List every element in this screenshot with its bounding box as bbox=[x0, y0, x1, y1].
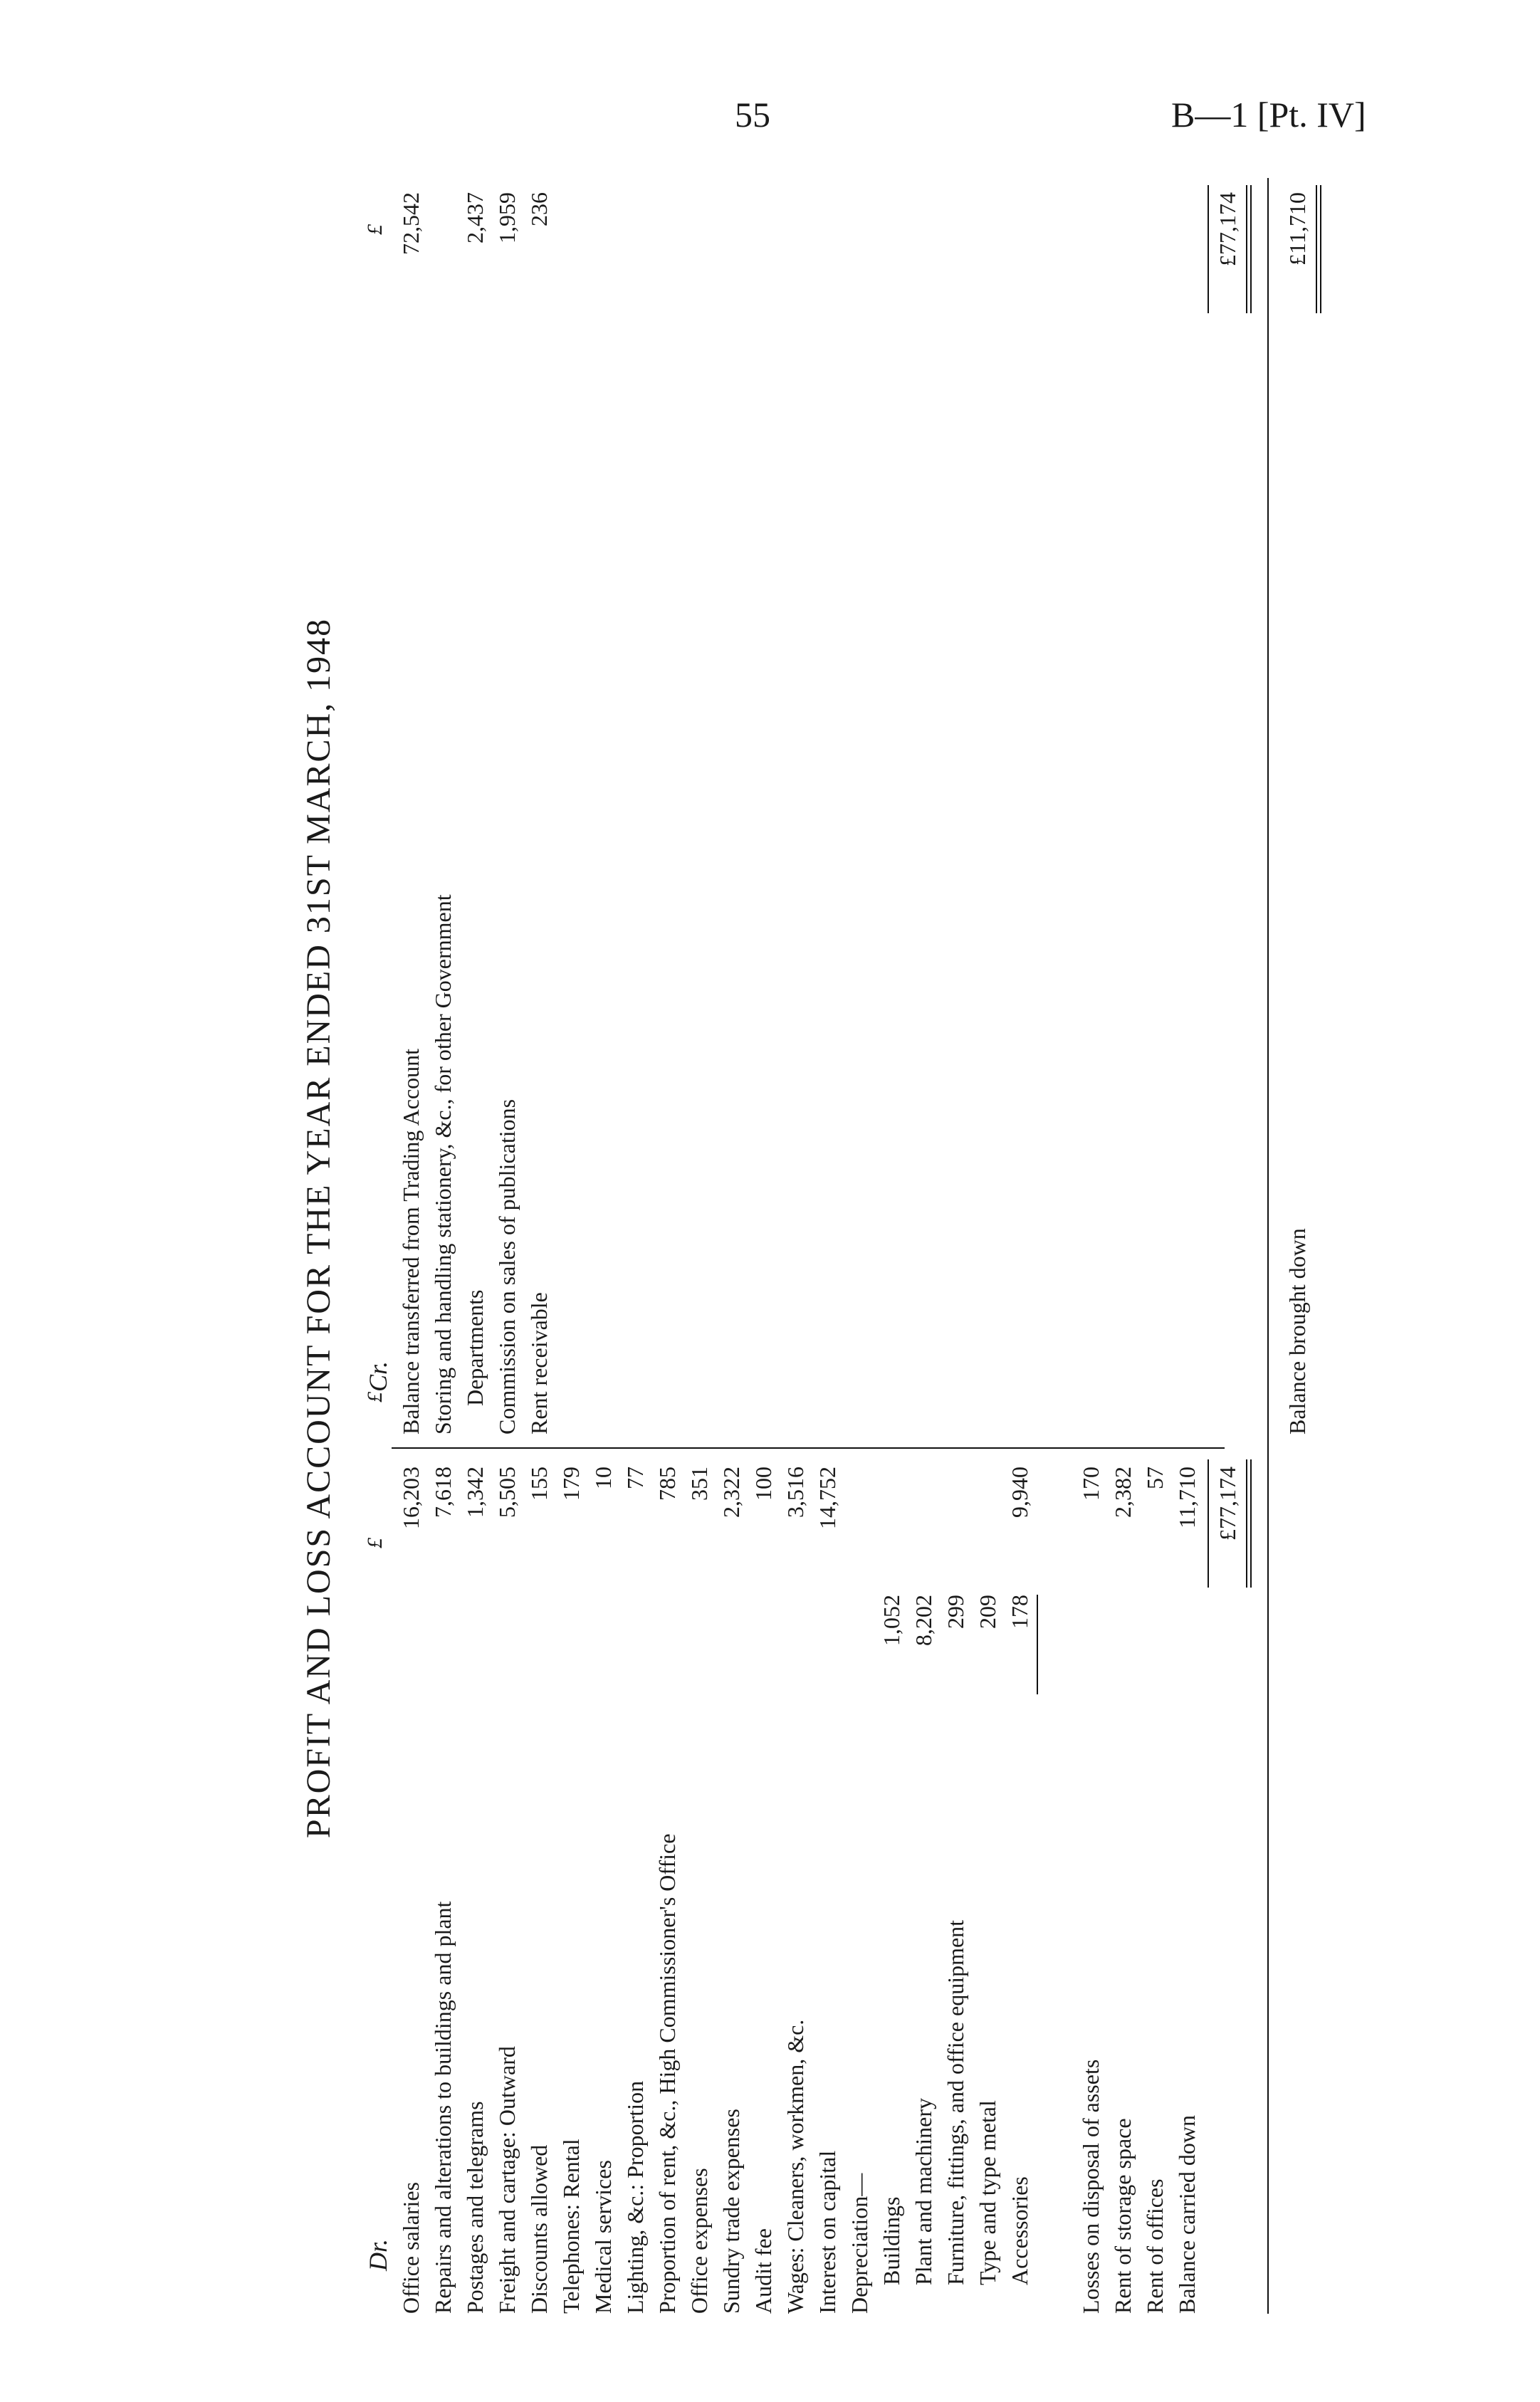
debit-row-amount: 14,752 bbox=[814, 1467, 840, 1529]
debit-row-label: Sundry trade expenses bbox=[718, 2109, 744, 2314]
debit-row-label: Losses on disposal of assets bbox=[1078, 2059, 1104, 2314]
depreciation-row-label: Buildings bbox=[879, 2196, 904, 2285]
balance-brought-down-label: Balance brought down bbox=[1284, 1228, 1310, 1435]
depreciation-total: 9,940 bbox=[1007, 1467, 1032, 1518]
section-separator bbox=[1267, 178, 1269, 2314]
debit-grand-total: £77,174 bbox=[1215, 1467, 1240, 1541]
debit-heading: Dr. bbox=[364, 2238, 392, 2271]
balance-brought-down-row bbox=[1282, 178, 1314, 2314]
debit-row-amount: 77 bbox=[622, 1467, 648, 1489]
depreciation-row-amount: 1,052 bbox=[879, 1595, 904, 1646]
debit-row-label: Repairs and alterations to buildings and plant bbox=[430, 1901, 456, 2314]
debit-row-amount: 10 bbox=[590, 1467, 616, 1489]
debit-row-amount: 179 bbox=[558, 1467, 584, 1501]
credit-grand-total: £77,174 bbox=[1215, 192, 1240, 266]
depreciation-row-label: Furniture, fittings, and office equipment bbox=[943, 1919, 968, 2285]
debit-row bbox=[683, 1452, 716, 2314]
credit-currency: £ bbox=[363, 224, 387, 235]
balance-rule-1 bbox=[1316, 185, 1317, 313]
balance-rule-2 bbox=[1320, 185, 1321, 313]
debit-row-label: Postages and telegrams bbox=[462, 2101, 488, 2314]
debit-total-rule-bottom-1 bbox=[1246, 1459, 1247, 1588]
debit-row bbox=[1075, 1452, 1107, 2314]
debit-row-label: Wages: Cleaners, workmen, &c. bbox=[782, 2019, 808, 2314]
debit-row bbox=[1139, 1452, 1171, 2314]
debit-row-label: Medical services bbox=[590, 2160, 616, 2314]
credit-total-rule-top bbox=[1208, 185, 1209, 313]
balance-brought-down-amount: £11,710 bbox=[1284, 192, 1310, 266]
debit-row-label: Balance carried down bbox=[1174, 2115, 1200, 2314]
debit-row-amount: 57 bbox=[1142, 1467, 1168, 1489]
debit-row-label: Freight and cartage: Outward bbox=[494, 2046, 520, 2314]
credit-row-label: Commission on sales of publications bbox=[494, 1098, 520, 1435]
credit-row-label: Storing and handling stationery, &c., for other Government bbox=[430, 894, 456, 1435]
credit-row bbox=[427, 178, 459, 2314]
debit-row-amount: 100 bbox=[750, 1467, 776, 1501]
credit-row bbox=[491, 178, 523, 2314]
depreciation-row bbox=[940, 1452, 972, 2314]
debit-row bbox=[748, 1452, 780, 2314]
credit-row bbox=[523, 178, 555, 2314]
debit-row-label: Discounts allowed bbox=[526, 2144, 552, 2314]
debit-total-rule-bottom-2 bbox=[1250, 1459, 1252, 1588]
debit-row-amount: 351 bbox=[686, 1467, 712, 1501]
depreciation-row bbox=[908, 1452, 940, 2314]
debit-currency-outer: £ bbox=[363, 1392, 387, 1402]
debit-row-amount: 1,342 bbox=[462, 1467, 488, 1518]
debit-row-amount: 2,382 bbox=[1110, 1467, 1136, 1518]
depreciation-row-label: Type and type metal bbox=[975, 2100, 1000, 2285]
debit-row-amount: 155 bbox=[526, 1467, 552, 1501]
depreciation-heading-row bbox=[844, 1452, 876, 2314]
debit-row bbox=[555, 1452, 587, 2314]
debit-row-label: Lighting, &c.: Proportion bbox=[622, 2080, 648, 2314]
credit-total-rule-bottom-2 bbox=[1250, 185, 1252, 313]
debit-row-amount: 5,505 bbox=[494, 1467, 520, 1518]
debit-currency-inner: £ bbox=[363, 1538, 387, 1548]
credit-heading: Cr. bbox=[364, 1360, 392, 1392]
depreciation-subtotal-rule bbox=[1037, 1595, 1038, 1694]
debit-row-label: Office salaries bbox=[398, 2181, 424, 2314]
depreciation-row-amount: 178 bbox=[1007, 1595, 1032, 1629]
debit-row bbox=[716, 1452, 748, 2314]
credit-row bbox=[459, 178, 491, 2314]
debit-row-amount: 2,322 bbox=[718, 1467, 744, 1518]
credit-row-label: Rent receivable bbox=[526, 1292, 552, 1435]
profit-and-loss-statement bbox=[285, 142, 1460, 2314]
depreciation-row-label: Accessories bbox=[1007, 2176, 1032, 2285]
debit-row-label: Rent of offices bbox=[1142, 2178, 1168, 2314]
depreciation-row-amount: 209 bbox=[975, 1595, 1000, 1629]
credit-row-amount: 1,959 bbox=[494, 192, 520, 243]
credit-row-amount: 236 bbox=[526, 192, 552, 226]
depreciation-row bbox=[876, 1452, 908, 2314]
credit-row-label: Balance transferred from Trading Account bbox=[398, 1048, 424, 1435]
statement-title: PROFIT AND LOSS ACCOUNT FOR THE YEAR ENDED 31ST MARCH, 1948 bbox=[300, 617, 337, 1839]
debit-total-rule-top bbox=[1208, 1459, 1209, 1588]
debit-row bbox=[780, 1452, 812, 2314]
page-number: 55 bbox=[735, 95, 770, 135]
debit-row-label: Rent of storage space bbox=[1110, 2118, 1136, 2314]
debit-row-amount: 170 bbox=[1078, 1467, 1104, 1501]
credit-row-amount: 2,437 bbox=[462, 192, 488, 243]
debit-row-amount: 7,618 bbox=[430, 1467, 456, 1518]
debit-row-label: Office expenses bbox=[686, 2168, 712, 2314]
credit-row-amount: 72,542 bbox=[398, 192, 424, 255]
credit-row-label: Departments bbox=[462, 1289, 488, 1406]
depreciation-heading: Depreciation— bbox=[847, 2173, 872, 2314]
credit-row bbox=[395, 178, 427, 2314]
depreciation-row-amount: 8,202 bbox=[911, 1595, 936, 1646]
debit-row-label: Telephones: Rental bbox=[558, 2139, 584, 2314]
debit-row-amount: 785 bbox=[654, 1467, 680, 1501]
debit-row bbox=[587, 1452, 619, 2314]
debit-row-amount: 11,710 bbox=[1174, 1467, 1200, 1528]
debit-row bbox=[619, 1452, 651, 2314]
debit-row-label: Audit fee bbox=[750, 2228, 776, 2314]
debit-row-label: Interest on capital bbox=[814, 2150, 840, 2314]
depreciation-row-label: Plant and machinery bbox=[911, 2097, 936, 2285]
depreciation-row bbox=[972, 1452, 1004, 2314]
debit-row-amount: 16,203 bbox=[398, 1467, 424, 1529]
depreciation-row bbox=[1004, 1452, 1036, 2314]
report-reference: B—1 [Pt. IV] bbox=[1171, 95, 1366, 135]
credit-total-rule-bottom-1 bbox=[1246, 185, 1247, 313]
debit-row-label: Proportion of rent, &c., High Commissioner's Office bbox=[654, 1833, 680, 2314]
debit-row bbox=[1107, 1452, 1139, 2314]
debit-row bbox=[1171, 1452, 1203, 2314]
debit-row-amount: 3,516 bbox=[782, 1467, 808, 1518]
debit-row bbox=[651, 1452, 683, 2314]
credit-total-row bbox=[1212, 178, 1244, 2314]
depreciation-row-amount: 299 bbox=[943, 1595, 968, 1629]
debit-row bbox=[812, 1452, 844, 2314]
